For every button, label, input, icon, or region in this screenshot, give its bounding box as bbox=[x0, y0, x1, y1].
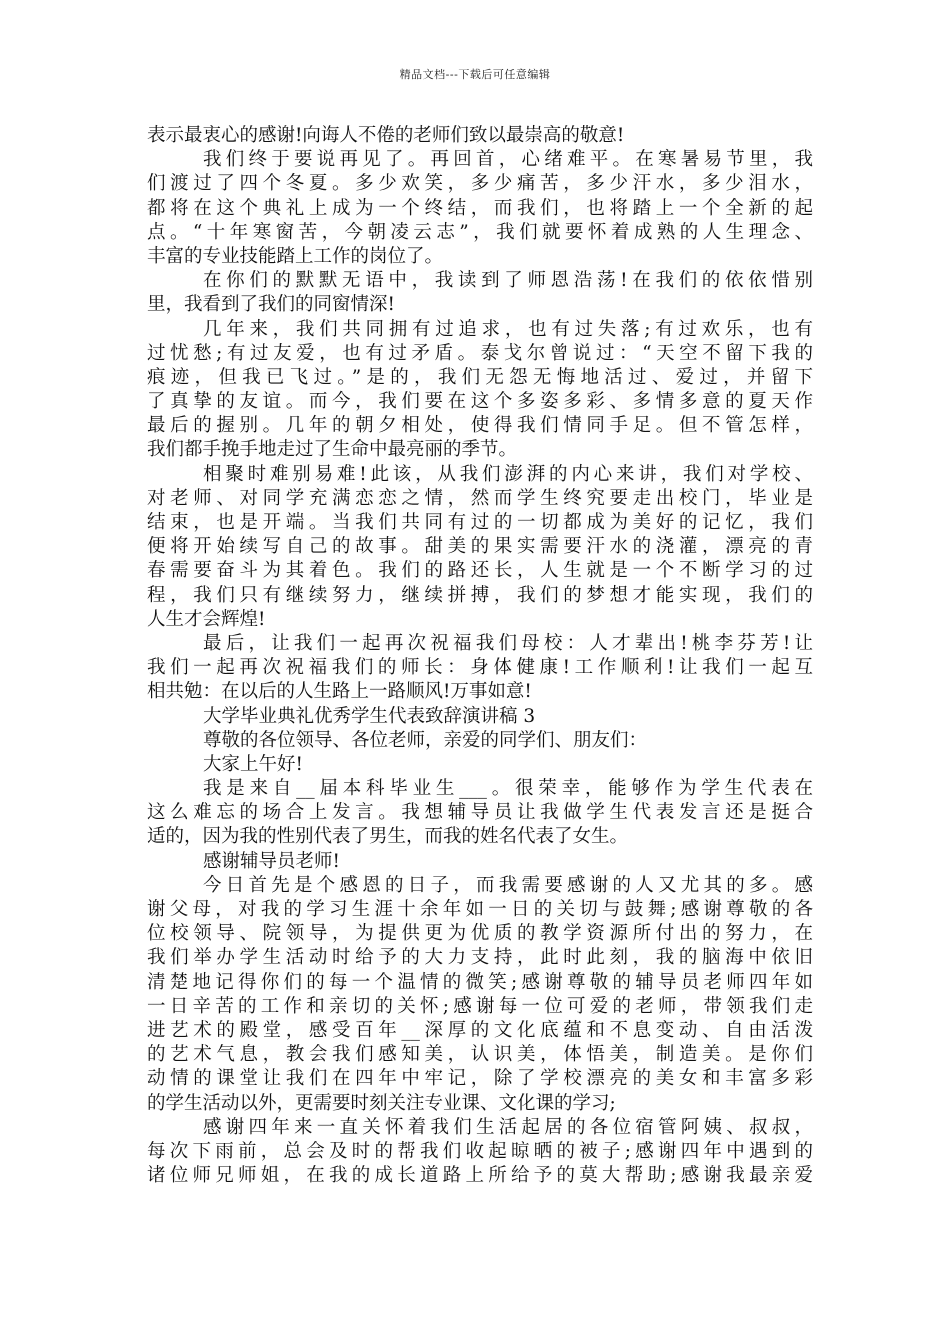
text-line: 感谢辅导员老师! bbox=[203, 850, 340, 872]
text-line: 春需要奋斗为其着色。我们的路还长，人生就是一个不断学习的过 bbox=[147, 560, 813, 582]
text-line: 人生才会辉煌! bbox=[147, 608, 266, 630]
text-line: 过忧愁;有过友爱，也有过矛盾。泰戈尔曾说过：“天空不留下我的 bbox=[147, 342, 813, 364]
text-line: 最后，让我们一起再次祝福我们母校：人才辈出!桃李芬芳!让 bbox=[203, 632, 813, 654]
text-line: 了真挚的友谊。而今，我们要在这个多姿多彩、多情多意的夏天作 bbox=[147, 391, 813, 413]
text-line: 最后的握别。几年的朝夕相处，使得我们情同手足。但不管怎样， bbox=[147, 415, 813, 437]
text-line: 在你们的默默无语中，我读到了师恩浩荡!在我们的依依惜别 bbox=[203, 270, 813, 292]
text-line: 点。“十年寒窗苦，今朝凌云志”，我们就要怀着成熟的人生理念、 bbox=[147, 221, 813, 243]
text-line: 我是来自__届本科毕业生___。很荣幸，能够作为学生代表在 bbox=[203, 778, 813, 800]
text-line: 我们一起再次祝福我们的师长：身体健康!工作顺利!让我们一起互 bbox=[147, 657, 813, 679]
text-line: 动情的课堂让我们在四年中牢记，除了学校漂亮的美女和丰富多彩 bbox=[147, 1068, 813, 1090]
text-line: 对老师、对同学充满恋恋之情，然而学生终究要走出校门，毕业是 bbox=[147, 487, 813, 509]
text-line: 每次下雨前，总会及时的帮我们收起晾晒的被子;感谢四年中遇到的 bbox=[147, 1140, 813, 1162]
text-line: 感谢四年来一直关怀着我们生活起居的各位宿管阿姨、叔叔， bbox=[203, 1116, 813, 1138]
text-line: 我们都手挽手地走过了生命中最亮丽的季节。 bbox=[147, 439, 518, 461]
text-line: 这么难忘的场合上发言。我想辅导员让我做学生代表发言还是挺合 bbox=[147, 802, 813, 824]
text-line: 谢父母，对我的学习生涯十余年如一日的关切与鼓舞;感谢尊敬的各 bbox=[147, 899, 813, 920]
text-line: 表示最衷心的感谢!向诲人不倦的老师们致以最崇高的敬意! bbox=[147, 125, 625, 146]
text-line: 位校领导、院领导，为提供更为优质的教学资源所付出的努力，在 bbox=[147, 923, 813, 945]
text-line: 里，我看到了我们的同窗情深! bbox=[147, 294, 395, 316]
text-line: 痕迹，但我已飞过。”是的，我们无怨无悔地活过、爱过，并留下 bbox=[147, 366, 813, 388]
text-line: 今日首先是个感恩的日子，而我需要感谢的人又尤其的多。感 bbox=[203, 874, 813, 896]
text-line: 的学生活动以外，更需要时刻关注专业课、文化课的学习; bbox=[147, 1092, 616, 1114]
page-header: 精品文档---下载后可任意编辑 bbox=[399, 68, 551, 81]
text-line: 一日辛苦的工作和亲切的关怀;感谢每一位可爱的老师，带领我们走 bbox=[147, 995, 813, 1017]
text-line: 便将开始续写自己的故事。甜美的果实需要汗水的浇灌，漂亮的青 bbox=[147, 536, 813, 558]
document-body bbox=[147, 124, 813, 1188]
text-line: 进艺术的殿堂，感受百年__深厚的文化底蕴和不息变动、自由活泼 bbox=[147, 1019, 813, 1041]
text-line: 大家上午好! bbox=[203, 753, 303, 775]
text-line: 丰富的专业技能踏上工作的岗位了。 bbox=[147, 245, 444, 267]
text-line: 适的，因为我的性别代表了男生，而我的姓名代表了女生。 bbox=[147, 826, 629, 848]
text-line: 诸位师兄师姐，在我的成长道路上所给予的莫大帮助;感谢我最亲爱 bbox=[147, 1165, 813, 1187]
text-line: 我们终于要说再见了。再回首，心绪难平。在寒暑易节里，我 bbox=[203, 149, 813, 171]
text-line: 都将在这个典礼上成为一个终结，而我们，也将踏上一个全新的起 bbox=[147, 197, 813, 219]
text-line: 程，我们只有继续努力，继续拼搏，我们的梦想才能实现，我们的 bbox=[147, 584, 813, 606]
text-line: 我们举办学生活动时给予的大力支持，此时此刻，我的脑海中依旧 bbox=[147, 947, 813, 969]
text-line: 尊敬的各位领导、各位老师，亲爱的同学们、朋友们： bbox=[203, 729, 648, 751]
text-line: 几年来，我们共同拥有过追求，也有过失落;有过欢乐，也有 bbox=[203, 318, 813, 340]
text-line: 结束，也是开端。当我们共同有过的一切都成为美好的记忆，我们 bbox=[147, 512, 813, 533]
text-line: 清楚地记得你们的每一个温情的微笑;感谢尊敬的辅导员老师四年如 bbox=[147, 971, 813, 993]
text-line: 相共勉：在以后的人生路上一路顺风!万事如意! bbox=[147, 681, 532, 703]
text-line: 们渡过了四个冬夏。多少欢笑，多少痛苦，多少汗水，多少泪水， bbox=[147, 173, 813, 195]
text-line: 的艺术气息，教会我们感知美，认识美，体悟美，制造美。是你们 bbox=[147, 1044, 813, 1066]
text-line: 相聚时难别易难!此该，从我们澎湃的内心来讲，我们对学校、 bbox=[203, 463, 813, 485]
text-line: 大学毕业典礼优秀学生代表致辞演讲稿 3 bbox=[203, 705, 536, 727]
